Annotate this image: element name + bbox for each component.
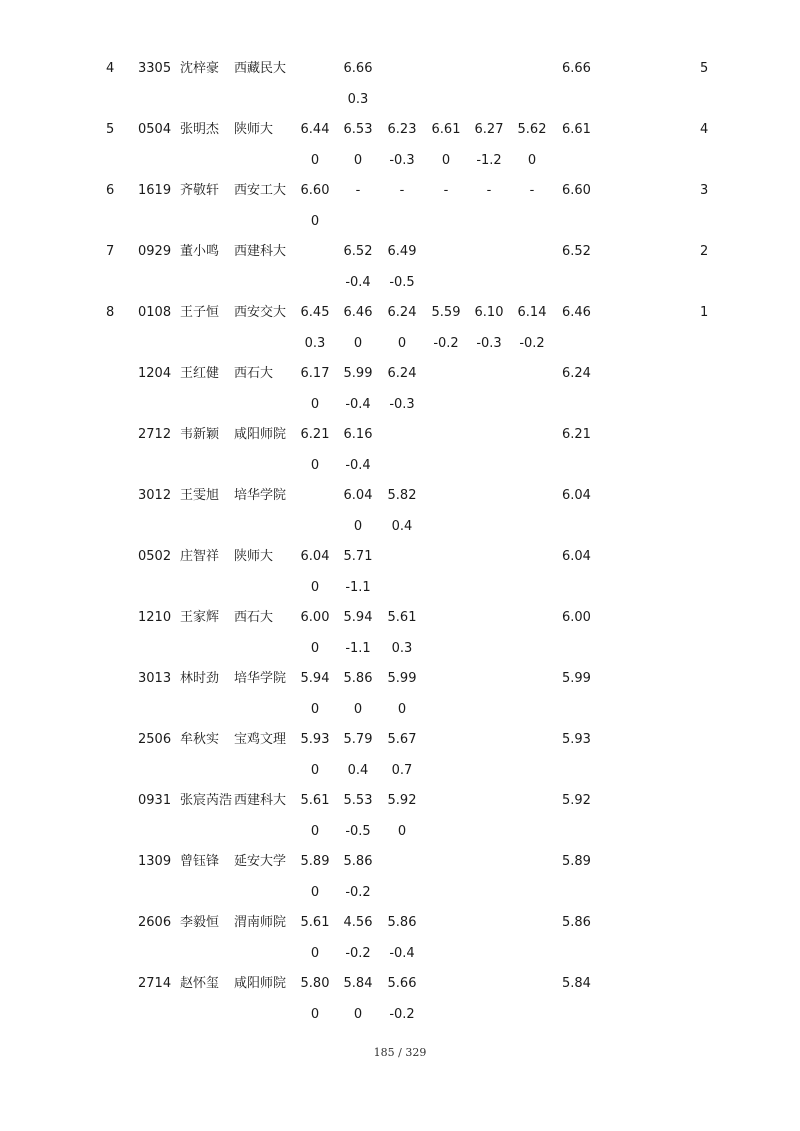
wind-reading: -0.3 bbox=[389, 153, 415, 168]
best-mark: 6.04 bbox=[562, 549, 591, 564]
team-name: 陕师大 bbox=[234, 549, 274, 564]
wind-reading: 0 bbox=[310, 458, 320, 473]
athlete-name: 赵怀玺 bbox=[180, 976, 220, 991]
athlete-name: 张明杰 bbox=[180, 122, 220, 137]
wind-reading: 0 bbox=[353, 153, 363, 168]
athlete-name: 王雯旭 bbox=[180, 488, 220, 503]
best-mark: 5.86 bbox=[562, 915, 591, 930]
wind-reading: -0.3 bbox=[389, 397, 415, 412]
team-name: 延安大学 bbox=[234, 854, 287, 869]
wind-reading: 0 bbox=[353, 1007, 363, 1022]
trial-mark: 6.00 bbox=[300, 610, 330, 625]
trial-mark: 5.61 bbox=[387, 610, 417, 625]
trial-mark: 5.61 bbox=[300, 793, 330, 808]
trial-mark: 5.59 bbox=[431, 305, 461, 320]
team-name: 西建科大 bbox=[234, 793, 287, 808]
rank-cell: 7 bbox=[106, 244, 115, 259]
wind-reading: 0.4 bbox=[347, 763, 369, 778]
bib-number: 3012 bbox=[138, 488, 172, 503]
team-name: 咸阳师院 bbox=[234, 976, 287, 991]
page-number: 185 / 329 bbox=[373, 1046, 427, 1059]
wind-reading: -0.4 bbox=[345, 458, 371, 473]
rank-cell: 8 bbox=[106, 305, 115, 320]
athlete-name: 张宸芮浩 bbox=[180, 793, 233, 808]
points-cell: 3 bbox=[700, 183, 709, 198]
wind-reading: 0 bbox=[310, 397, 320, 412]
bib-number: 0929 bbox=[138, 244, 172, 259]
best-mark: 6.04 bbox=[562, 488, 591, 503]
wind-reading: 0 bbox=[527, 153, 537, 168]
wind-reading: 0 bbox=[353, 702, 363, 717]
trial-mark: 6.45 bbox=[300, 305, 330, 320]
wind-reading: -0.5 bbox=[345, 824, 371, 839]
trial-mark: 6.10 bbox=[474, 305, 504, 320]
trial-mark: 5.86 bbox=[343, 854, 373, 869]
athlete-name: 李毅恒 bbox=[180, 915, 220, 930]
wind-reading: -0.4 bbox=[345, 397, 371, 412]
team-name: 渭南师院 bbox=[234, 915, 287, 930]
wind-reading: -0.2 bbox=[345, 885, 371, 900]
trial-mark: 6.17 bbox=[300, 366, 330, 381]
wind-reading: 0 bbox=[310, 885, 320, 900]
trial-mark: - bbox=[443, 183, 449, 198]
bib-number: 2606 bbox=[138, 915, 172, 930]
points-cell: 1 bbox=[700, 305, 709, 320]
bib-number: 2712 bbox=[138, 427, 172, 442]
wind-reading: 0 bbox=[310, 824, 320, 839]
bib-number: 1204 bbox=[138, 366, 172, 381]
wind-reading: 0 bbox=[310, 702, 320, 717]
best-mark: 6.66 bbox=[562, 61, 591, 76]
team-name: 宝鸡文理 bbox=[234, 732, 287, 747]
best-mark: 6.00 bbox=[562, 610, 591, 625]
trial-mark: 6.52 bbox=[343, 244, 373, 259]
trial-mark: 5.99 bbox=[343, 366, 373, 381]
wind-reading: 0 bbox=[353, 519, 363, 534]
wind-reading: 0 bbox=[310, 214, 320, 229]
bib-number: 3305 bbox=[138, 61, 172, 76]
athlete-name: 王家辉 bbox=[180, 610, 220, 625]
best-mark: 6.61 bbox=[562, 122, 591, 137]
athlete-name: 王红健 bbox=[180, 366, 220, 381]
team-name: 西石大 bbox=[234, 366, 274, 381]
bib-number: 1309 bbox=[138, 854, 172, 869]
trial-mark: 6.21 bbox=[300, 427, 330, 442]
athlete-name: 王子恒 bbox=[180, 305, 220, 320]
trial-mark: 5.89 bbox=[300, 854, 330, 869]
best-mark: 5.84 bbox=[562, 976, 591, 991]
athlete-name: 林时劲 bbox=[180, 671, 220, 686]
bib-number: 0502 bbox=[138, 549, 172, 564]
wind-reading: -0.2 bbox=[345, 946, 371, 961]
team-name: 西石大 bbox=[234, 610, 274, 625]
best-mark: 6.21 bbox=[562, 427, 591, 442]
wind-reading: -0.2 bbox=[519, 336, 545, 351]
trial-mark: - bbox=[355, 183, 361, 198]
athlete-name: 庄智祥 bbox=[180, 549, 220, 564]
team-name: 培华学院 bbox=[234, 488, 287, 503]
team-name: 培华学院 bbox=[234, 671, 287, 686]
trial-mark: - bbox=[529, 183, 535, 198]
trial-mark: 5.53 bbox=[343, 793, 373, 808]
trial-mark: 6.04 bbox=[343, 488, 373, 503]
wind-reading: -0.4 bbox=[345, 275, 371, 290]
wind-reading: -1.1 bbox=[345, 580, 371, 595]
rank-cell: 6 bbox=[106, 183, 115, 198]
athlete-name: 齐敬轩 bbox=[180, 183, 220, 198]
trial-mark: 6.16 bbox=[343, 427, 373, 442]
trial-mark: 5.92 bbox=[387, 793, 417, 808]
trial-mark: 6.04 bbox=[300, 549, 330, 564]
best-mark: 5.99 bbox=[562, 671, 591, 686]
team-name: 西藏民大 bbox=[234, 61, 287, 76]
team-name: 西安工大 bbox=[234, 183, 287, 198]
trial-mark: - bbox=[399, 183, 405, 198]
wind-reading: 0 bbox=[310, 641, 320, 656]
trial-mark: 6.23 bbox=[387, 122, 417, 137]
trial-mark: 5.93 bbox=[300, 732, 330, 747]
trial-mark: 5.84 bbox=[343, 976, 373, 991]
wind-reading: -0.5 bbox=[389, 275, 415, 290]
trial-mark: 6.49 bbox=[387, 244, 417, 259]
trial-mark: 5.80 bbox=[300, 976, 330, 991]
athlete-name: 沈梓豪 bbox=[180, 61, 220, 76]
trial-mark: 5.62 bbox=[517, 122, 547, 137]
points-cell: 2 bbox=[700, 244, 709, 259]
trial-mark: 6.53 bbox=[343, 122, 373, 137]
wind-reading: 0 bbox=[397, 824, 407, 839]
wind-reading: 0 bbox=[310, 580, 320, 595]
wind-reading: 0.3 bbox=[304, 336, 326, 351]
bib-number: 1619 bbox=[138, 183, 172, 198]
trial-mark: 6.44 bbox=[300, 122, 330, 137]
trial-mark: 6.66 bbox=[343, 61, 373, 76]
bib-number: 1210 bbox=[138, 610, 172, 625]
team-name: 西安交大 bbox=[234, 305, 287, 320]
wind-reading: 0.3 bbox=[391, 641, 413, 656]
bib-number: 3013 bbox=[138, 671, 172, 686]
trial-mark: 6.46 bbox=[343, 305, 373, 320]
wind-reading: -0.2 bbox=[389, 1007, 415, 1022]
points-cell: 5 bbox=[700, 61, 709, 76]
trial-mark: 5.82 bbox=[387, 488, 417, 503]
bib-number: 2506 bbox=[138, 732, 172, 747]
wind-reading: 0 bbox=[397, 702, 407, 717]
best-mark: 6.60 bbox=[562, 183, 591, 198]
wind-reading: 0 bbox=[310, 153, 320, 168]
wind-reading: -1.1 bbox=[345, 641, 371, 656]
team-name: 陕师大 bbox=[234, 122, 274, 137]
trial-mark: 5.67 bbox=[387, 732, 417, 747]
athlete-name: 曾钰锋 bbox=[180, 854, 220, 869]
wind-reading: -0.3 bbox=[476, 336, 502, 351]
wind-reading: -0.2 bbox=[433, 336, 459, 351]
bib-number: 2714 bbox=[138, 976, 172, 991]
rank-cell: 4 bbox=[106, 61, 115, 76]
trial-mark: 6.24 bbox=[387, 305, 417, 320]
trial-mark: 5.94 bbox=[300, 671, 330, 686]
trial-mark: 5.66 bbox=[387, 976, 417, 991]
rank-cell: 5 bbox=[106, 122, 115, 137]
wind-reading: 0 bbox=[310, 946, 320, 961]
best-mark: 5.93 bbox=[562, 732, 591, 747]
wind-reading: 0.4 bbox=[391, 519, 413, 534]
trial-mark: 5.86 bbox=[387, 915, 417, 930]
best-mark: 5.92 bbox=[562, 793, 591, 808]
best-mark: 5.89 bbox=[562, 854, 591, 869]
best-mark: 6.52 bbox=[562, 244, 591, 259]
best-mark: 6.24 bbox=[562, 366, 591, 381]
trial-mark: 6.60 bbox=[300, 183, 330, 198]
trial-mark: 5.86 bbox=[343, 671, 373, 686]
bib-number: 0504 bbox=[138, 122, 172, 137]
bib-number: 0931 bbox=[138, 793, 172, 808]
trial-mark: 5.61 bbox=[300, 915, 330, 930]
team-name: 咸阳师院 bbox=[234, 427, 287, 442]
trial-mark: 6.14 bbox=[517, 305, 547, 320]
best-mark: 6.46 bbox=[562, 305, 591, 320]
wind-reading: 0 bbox=[310, 763, 320, 778]
wind-reading: 0.3 bbox=[347, 92, 369, 107]
wind-reading: 0.7 bbox=[391, 763, 413, 778]
team-name: 西建科大 bbox=[234, 244, 287, 259]
trial-mark: 6.27 bbox=[474, 122, 504, 137]
wind-reading: 0 bbox=[310, 1007, 320, 1022]
trial-mark: 6.61 bbox=[431, 122, 461, 137]
wind-reading: 0 bbox=[353, 336, 363, 351]
wind-reading: 0 bbox=[441, 153, 451, 168]
trial-mark: 5.94 bbox=[343, 610, 373, 625]
athlete-name: 董小鸣 bbox=[180, 244, 220, 259]
trial-mark: 5.99 bbox=[387, 671, 417, 686]
trial-mark: 6.24 bbox=[387, 366, 417, 381]
trial-mark: 5.79 bbox=[343, 732, 373, 747]
trial-mark: 4.56 bbox=[343, 915, 373, 930]
wind-reading: -0.4 bbox=[389, 946, 415, 961]
bib-number: 0108 bbox=[138, 305, 172, 320]
wind-reading: -1.2 bbox=[476, 153, 502, 168]
trial-mark: - bbox=[486, 183, 492, 198]
trial-mark: 5.71 bbox=[343, 549, 373, 564]
athlete-name: 韦新颖 bbox=[180, 427, 220, 442]
wind-reading: 0 bbox=[397, 336, 407, 351]
points-cell: 4 bbox=[700, 122, 709, 137]
athlete-name: 牟秋实 bbox=[180, 732, 220, 747]
